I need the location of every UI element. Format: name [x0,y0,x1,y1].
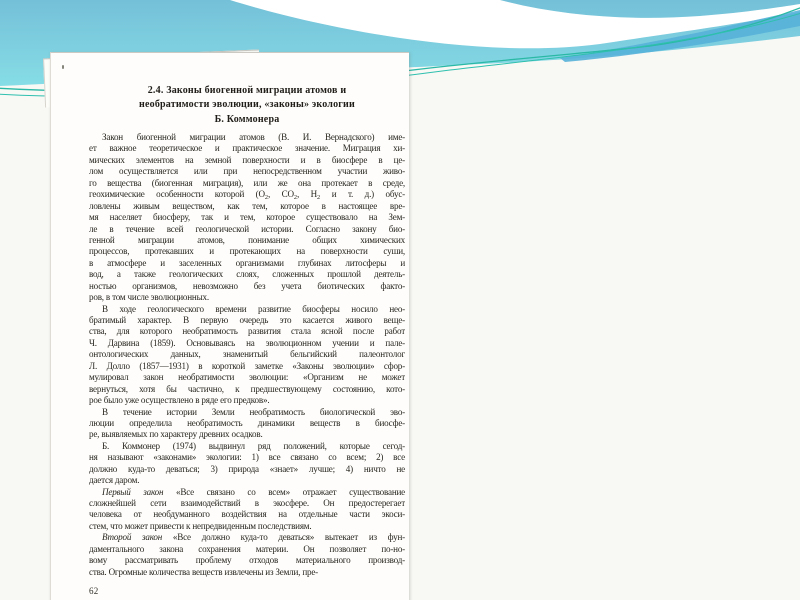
body-text-line: дается даром. [89,475,140,486]
body-text-line: должно куда-то деваться; 3) природа «знает» лучше; 4) ничто не [89,463,405,474]
subscript-digit: 2 [264,193,269,201]
body-text-line: вому рассматривать проблему отходов материального производ- [89,555,405,566]
body-text-line: го вещества (биогенная миграция), или же она протекает в среде, [89,177,405,188]
body-text-line: ностью организмов, невозможно без учета биотических факто- [89,280,405,291]
body-text-line: люции определила необратимость динамики веществ в биосфе- [89,417,405,428]
body-text-line: мических элементов на земной поверхности и в биосфере в це- [89,154,405,165]
body-text-line: рое было уже осуществлено в ряде его предков». [89,395,270,406]
body-text-line: Второй закон «Все должно куда-то деваться» вытекает из фун- [102,532,405,543]
body-text-line: генной миграции атомов, понимание общих химических [89,234,405,245]
section-heading-line: Б. Коммонера [214,113,280,125]
body-text-line: ловлены живым веществом, как тем, которое в настоящее вре- [89,200,405,211]
page-number: 62 [89,586,99,596]
body-text-line: человека от необдуманного воздействия на отдельные части экоси- [89,509,405,520]
body-text-line: Закон биогенной миграции атомов (В. И. Вернадского) име- [102,132,405,142]
body-text-line: Ч. Дарвина (1859). Основываясь на эволюционном учении и пале- [89,337,405,348]
subscript-digit: 2 [293,193,298,201]
page-body-text [89,132,405,578]
body-text-line: сложнейшей сети взаимодействий в экосфере. Он предостерегает [89,498,405,508]
body-text-line: В течение истории Земли необратимость биологической эво- [102,406,405,417]
body-text-line: даментального закона сохранения материи. Он позволяет по-но- [89,543,405,554]
section-heading-line: 2.4. Законы биогенной миграции атомов и [147,85,347,96]
body-text-line: ства, для которого необратимость развития стала ясной после работ [89,326,405,337]
subscript-digit: 2 [317,193,321,201]
body-text-line: ров, в том числе эволюционных. [89,292,209,303]
body-text-line: лом осуществляется или при непосредственном участии живо- [89,166,405,177]
body-text-line: Первый закон «Все связано со всем» отражает существование [102,486,405,497]
body-text-line: стем, что может привести к непредвиденным последствиям. [89,520,312,531]
body-text-line: ня называют «законами» экологии: 1) все связано со всем; 2) все [89,452,405,463]
body-text-line: геохимические особенности которой (O2, CO2, H2 и т. д.) обус- [89,189,405,201]
body-text-line: Б. Коммонер (1974) выдвинул ряд положений, которые сегод- [102,440,405,451]
body-text-line: ства. Огромные количества веществ извлечены из Земли, пре- [89,566,319,577]
scan-smudge-mark [62,65,64,69]
body-text-line: мулировал закон необратимости эволюции: «Организм не может [89,372,405,383]
body-text-line: мя населяет биосферу, так и тем, которое существовало на Зем- [89,212,405,223]
body-text-line: ле в течение всей геологической истории. Согласно закону био- [89,223,405,234]
body-text-line: В ходе геологического времени развитие биосферы носило нео- [102,303,405,314]
section-heading-line: необратимости эволюции, «законы» экологии [139,99,355,111]
body-text-line: онтологических данных, знаменитый бельгийский палеонтолог [89,349,405,360]
scanned-book-page [50,52,409,600]
body-text-line: Л. Долло (1857—1931) в короткой заметке «Законы эволюции» сфор- [89,360,405,371]
body-text-line: в атмосфере и заселенных организмами глубинах литосферы и [89,257,405,268]
section-heading [89,84,405,127]
body-text-line: ет важное теоретическое и практическое значение. Миграция хи- [89,143,405,154]
body-text-line: вод, а также геологических слоях, сложенных прошлой деятель- [89,269,405,280]
body-text-line: вернуться, хотя бы частично, к предшествующему состоянию, кото- [89,383,405,394]
body-text-line: ре, выявляемых по характеру древних осадков. [89,429,263,440]
body-text-line: братимый характер. В первую очередь это касается живого веще- [89,315,405,325]
body-text-line: процессов, протекавших и протекающих на поверхности суши, [89,246,405,257]
